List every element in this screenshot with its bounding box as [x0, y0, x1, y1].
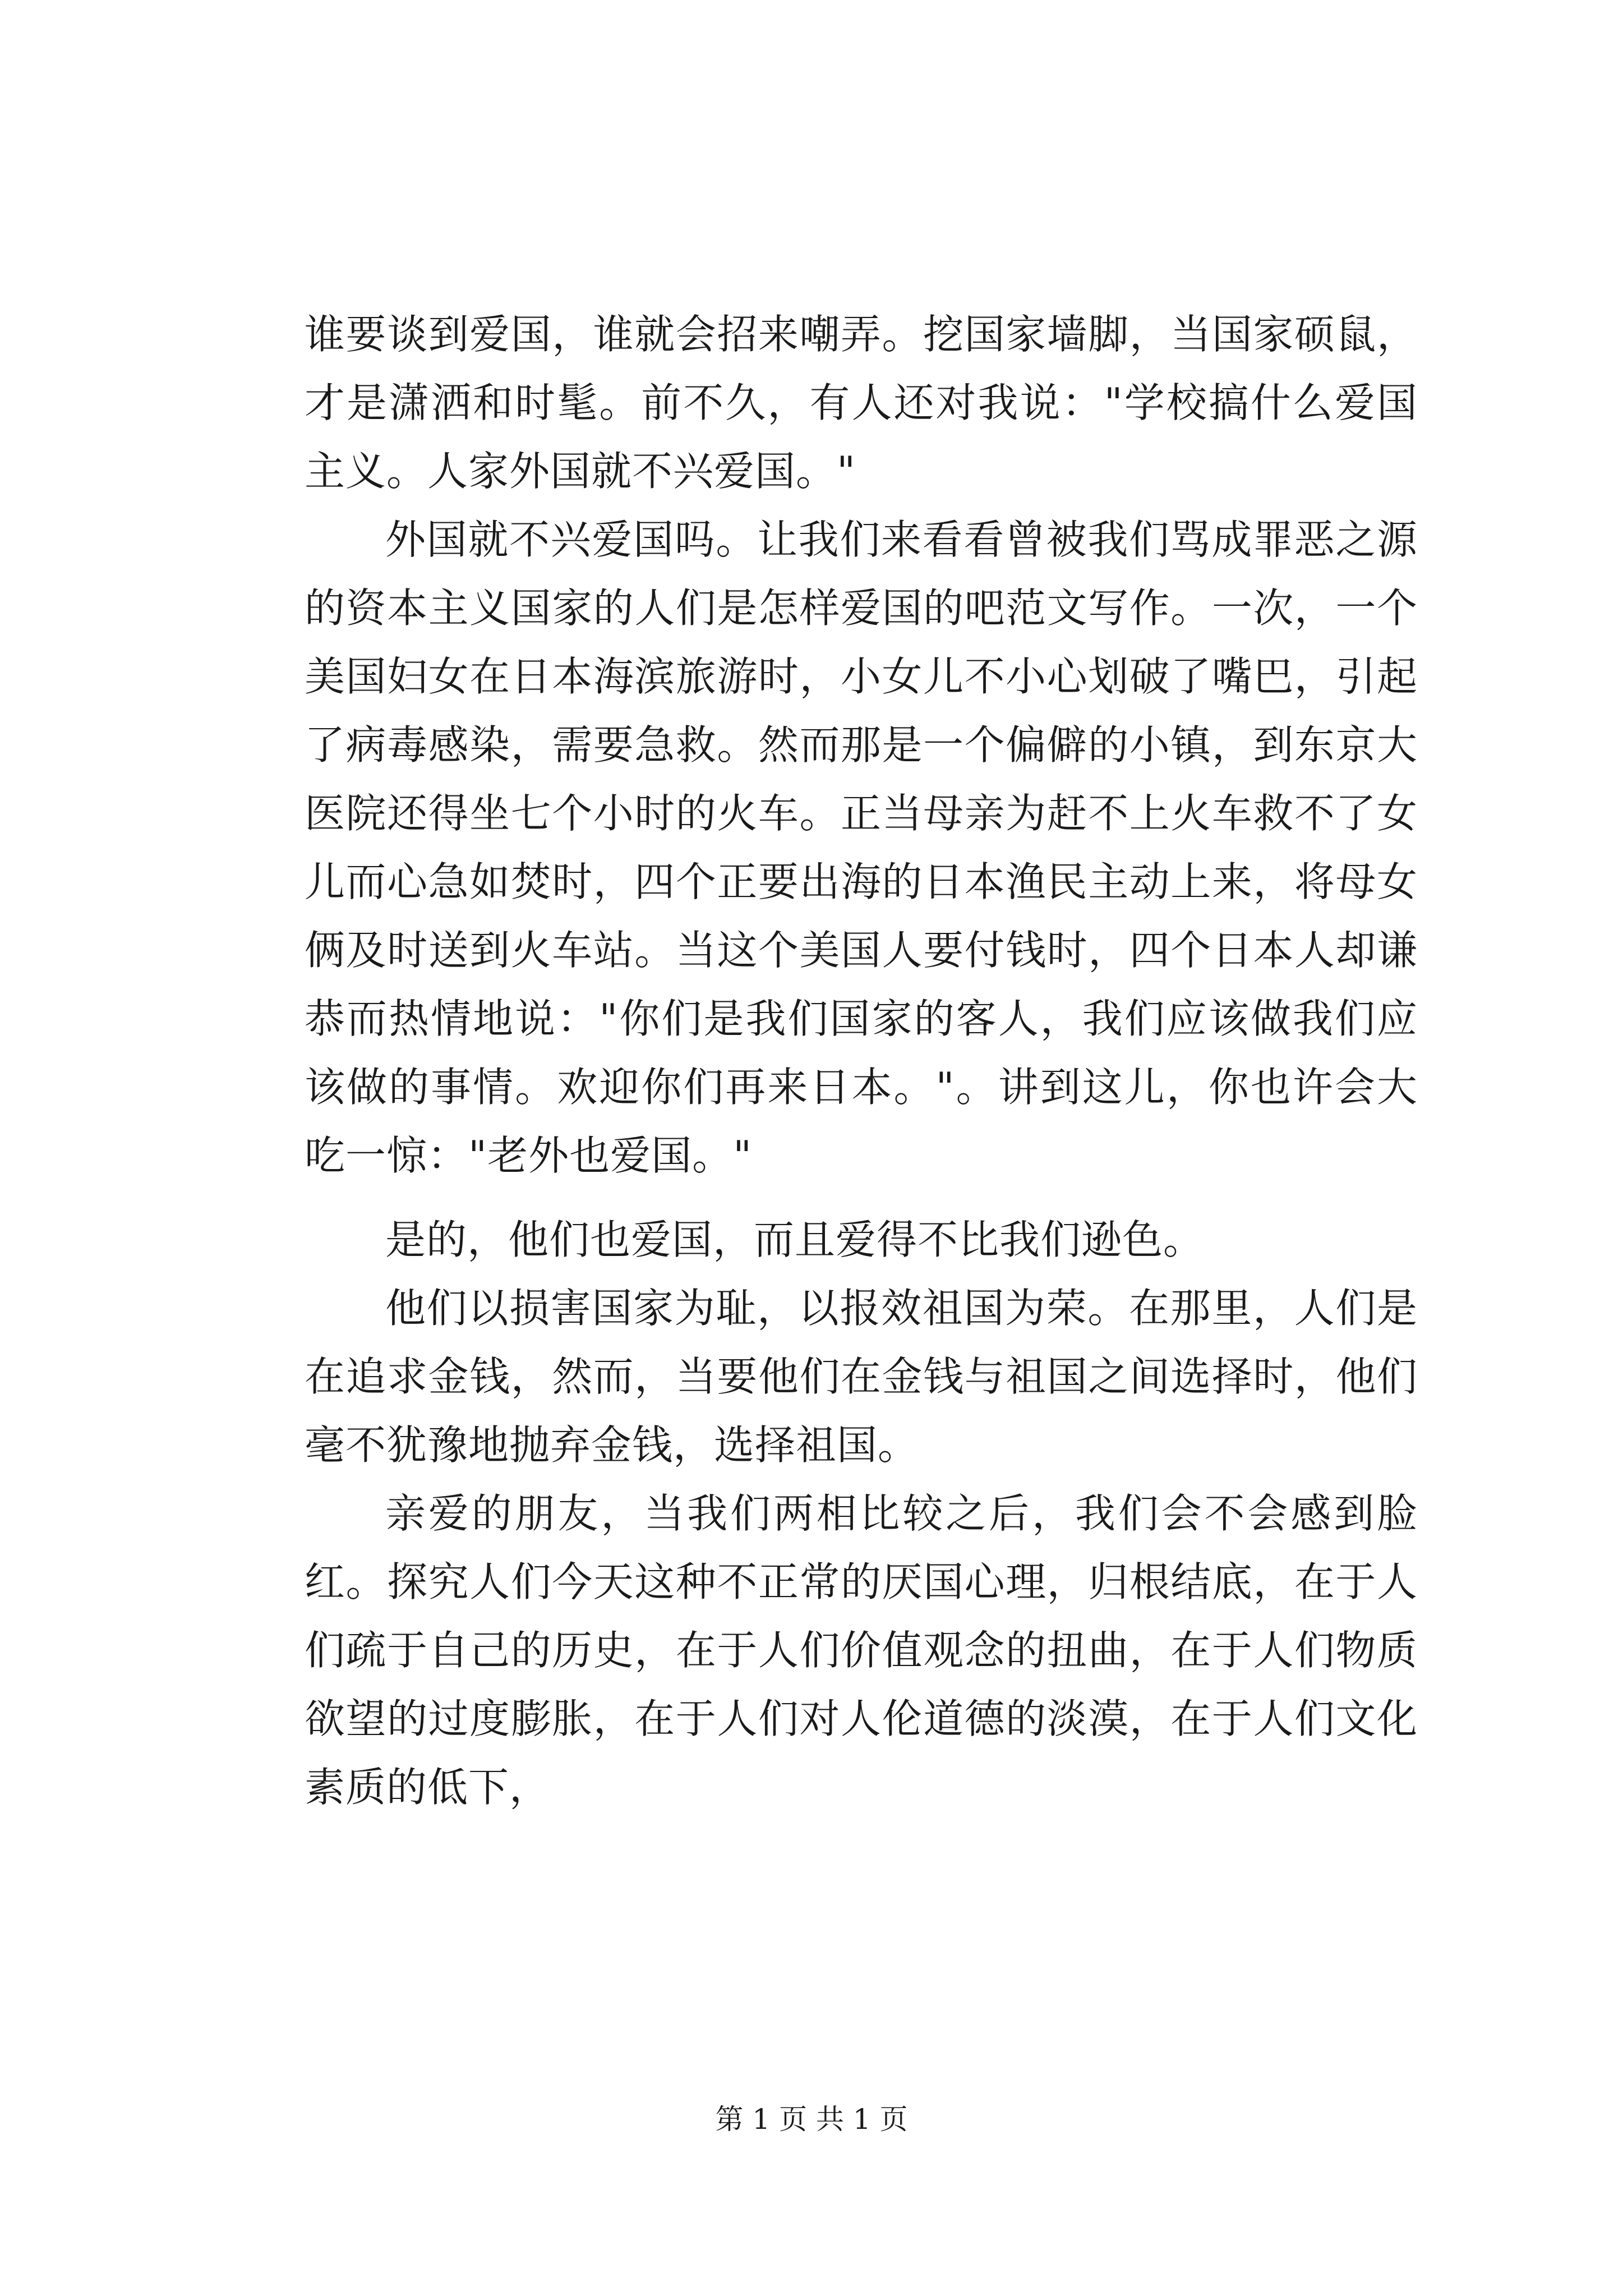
- document-body: [305, 300, 1418, 1821]
- paragraph-1: 谁要谈到爱国，谁就会招来嘲弄。挖国家墙脚，当国家硕鼠，才是潇洒和时髦。前不久，有人还对我说："学校搞什么爱国主义。人家外国就不兴爱国。": [305, 311, 1418, 495]
- paragraph-3: 是的，他们也爱国，而且爱得不比我们逊色。: [385, 1216, 1205, 1263]
- paragraph-5: 亲爱的朋友，当我们两相比较之后，我们会不会感到脸红。探究人们今天这种不正常的厌国心理，归根结底，在于人们疏于自己的历史，在于人们价值观念的扭曲，在于人们物质欲望的过度膨胀，在于人们对人伦道德的淡漠，在于人们文化素质的低下，: [305, 1490, 1418, 1811]
- paragraph-2: 外国就不兴爱国吗。让我们来看看曾被我们骂成罪恶之源的资本主义国家的人们是怎样爱国的吧范文写作。一次，一个美国妇女在日本海滨旅游时，小女儿不小心划破了嘴巴，引起了病毒感染，需要急救。然而那是一个偏僻的小镇，到东京大医院还得坐七个小时的火车。正当母亲为赶不上火车救不了女儿而心急如焚时，四个正要出海的日本渔民主动上来，将母女俩及时送到火车站。当这个美国人要付钱时，四个日本人却谦恭而热情地说："你们是我们国家的客人，我们应该做我们应该做的事情。欢迎你们再来日本。"。讲到这儿，你也许会大吃一惊："老外也爱国。": [305, 516, 1418, 1179]
- page-footer: [0, 2102, 1623, 2136]
- page-number: 第 1 页 共 1 页: [715, 2103, 908, 2136]
- paragraph-4: 他们以损害国家为耻，以报效祖国为荣。在那里，人们是在追求金钱，然而，当要他们在金钱与祖国之间选择时，他们毫不犹豫地抛弃金钱，选择祖国。: [305, 1285, 1418, 1469]
